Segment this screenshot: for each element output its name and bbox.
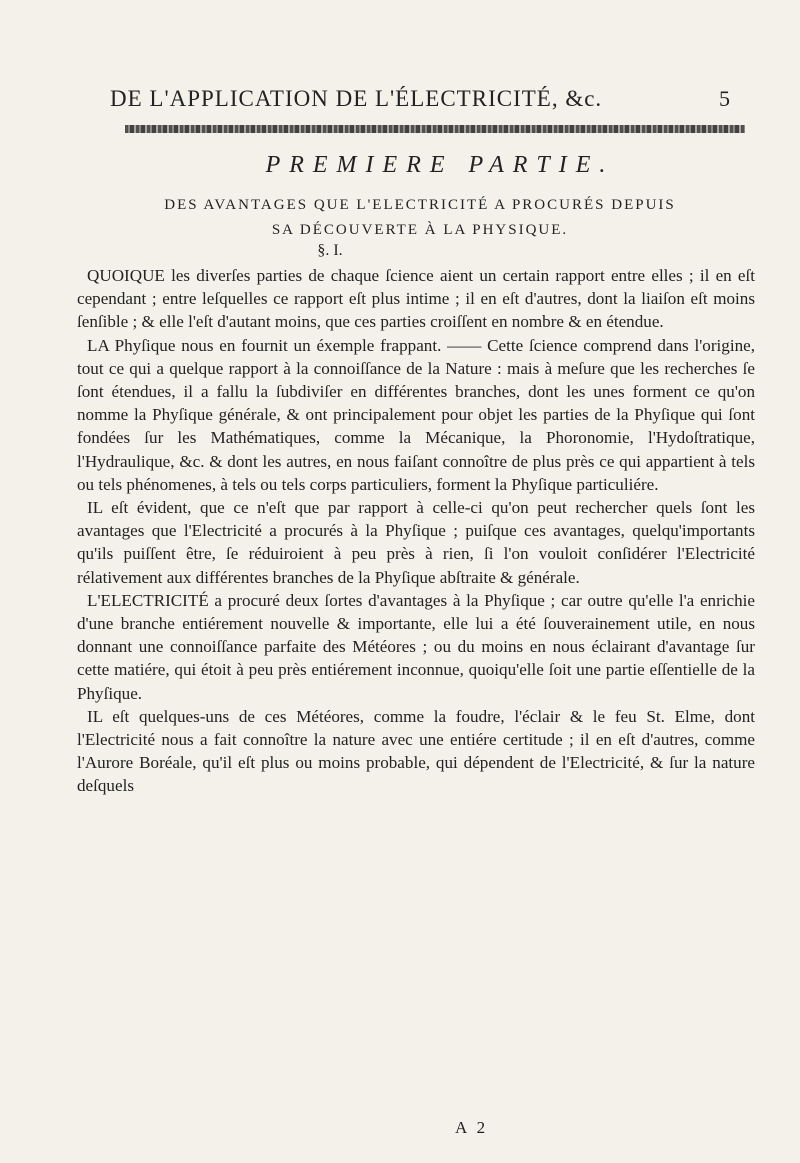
signature-mark: A 2 <box>455 1118 489 1137</box>
paragraph-5: IL eſt quelques-uns de ces Météores, comme la foudre, l'éclair & le feu St. Elme, dont l'Electricité nous a fait connoître la nature avec une entiére certitude ; il en eſt d'autres, comme l'Aurore Boréale, qu'il eſt plus ou moins probable, qui dépendent de l'Electricité, & ſur la nature deſquels <box>77 706 755 796</box>
body-text <box>77 264 755 798</box>
section-heading-line-2: SA DÉCOUVERTE À LA PHYSIQUE. <box>271 222 569 238</box>
part-title: PREMIERE PARTIE. <box>265 152 615 178</box>
paragraph-4: L'ELECTRICITÉ a procuré deux ſortes d'avantages à la Phyſique ; car outre qu'elle l'a enrichie d'une branche entiérement nouvelle & importante, elle lui a été ſouverainement utile, en nous donnant une connoiſſance parfaite des Météores ; ou du moins en nous éclairant d'avantage ſur cette matiére, qui étoit à peu près entiérement inconnue, quoiqu'elle ſoit une partie eſſentielle de la Phyſique. <box>77 590 755 703</box>
paragraph-mark: §. I. <box>317 242 343 259</box>
paragraph-1: QUOIQUE les diverſes parties de chaque ſcience aient un certain rapport entre elles ; il en eſt cependant ; entre leſquelles ce rapport eſt plus intime ; il en eſt d'autres, dont la liaiſon eſt moins ſenſible ; & elle l'eſt d'autant moins, que ces parties croiſſent en nombre & en étendue. <box>77 266 755 332</box>
section-heading-line-1: DES AVANTAGES QUE L'ELECTRICITÉ A PROCURÉS DEPUIS <box>164 197 676 213</box>
paragraph-3: IL eſt évident, que ce n'eſt que par rapport à celle-ci qu'on peut rechercher quels ſont les avantages que l'Electricité a procurés à la Phyſique ; puiſque ces avantages, quelqu'importants qu'ils puiſſent être, ſe réduiroient à peu près à rien, ſi l'on vouloit conſidérer l'Electricité rélativement aux différentes branches de la Phyſique abſtraite & générale. <box>77 498 755 587</box>
paragraph-2: LA Phyſique nous en fournit un éxemple frappant. —— Cette ſcience comprend dans l'origine, tout ce qui a quelque rapport à la connoiſſance de la Nature : mais à meſure que les recherches ſe ſont étendues, il a fallu la ſubdiviſer en différentes branches, dont les unes forment ce qu'on nomme la Phyſique générale, & ont principalement pour objet les parties de la Phyſique qui ſont fondées ſur les Mathématiques, comme la Mécanique, la Phoronomie, l'Hydoſtratique, l'Hydraulique, &c. & dont les autres, en nous faiſant connoître de plus près ce qui appartient à tels ou tels phénomenes, à tels ou tels corps particuliers, forment la Phyſique particuliére. <box>77 335 755 494</box>
running-title: DE L'APPLICATION DE L'ÉLECTRICITÉ, &c. <box>110 86 603 111</box>
section-heading <box>100 193 740 243</box>
ornamental-rule <box>125 125 745 133</box>
page-number: 5 <box>719 86 730 111</box>
